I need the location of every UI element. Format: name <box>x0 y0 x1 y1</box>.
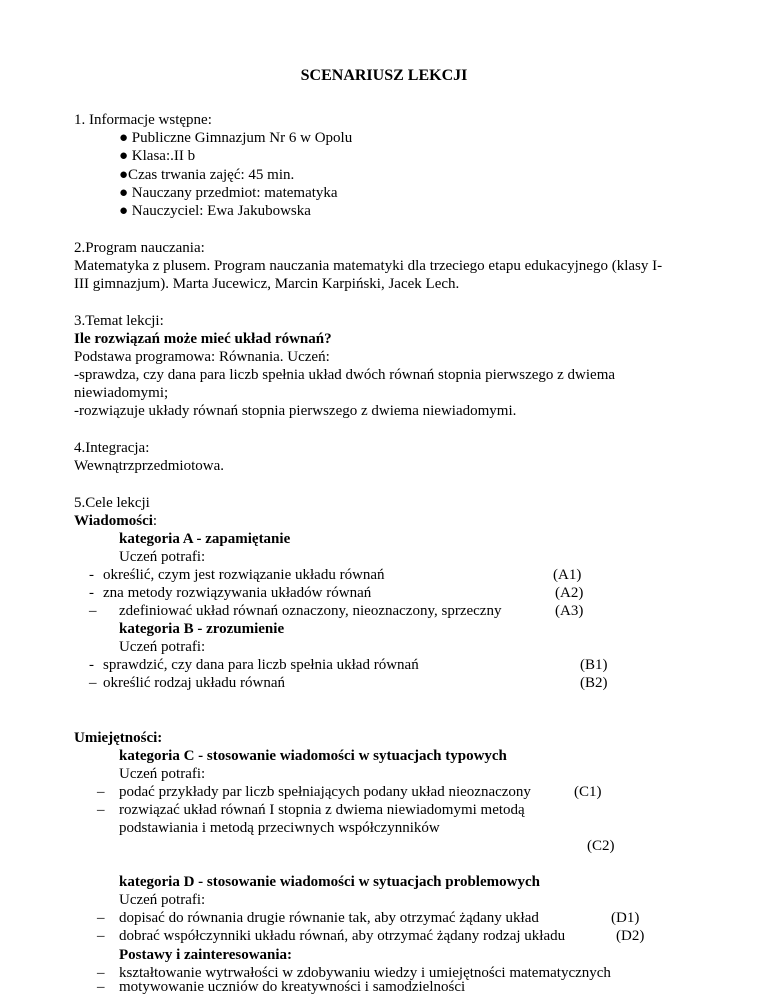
goal-c1-dash: – <box>97 784 105 800</box>
info-item-duration: ●Czas trwania zajęć: 45 min. <box>119 167 295 183</box>
integration-text: Wewnątrzprzedmiotowa. <box>74 458 224 474</box>
category-c-intro: Uczeń potrafi: <box>119 766 206 782</box>
goal-c1-code: (C1) <box>574 784 602 800</box>
document-title: SCENARIUSZ LEKCJI <box>300 67 468 84</box>
knowledge-colon: : <box>152 513 158 529</box>
goal-a3-text: zdefiniować układ równań oznaczony, nieoznaczony, sprzeczny <box>119 603 502 619</box>
skills-heading: Umiejętności: <box>74 730 163 746</box>
goal-a3-dash: – <box>89 603 97 619</box>
goal-b2-dash: – <box>89 675 97 691</box>
section-2-heading: 2.Program nauczania: <box>74 240 205 256</box>
goal-c2-code: (C2) <box>587 838 615 854</box>
goal-d2-text: dobrać współczynniki układu równań, aby otrzymać żądany rodzaj układu <box>119 928 566 944</box>
category-b-title: kategoria B - zrozumienie <box>119 621 285 637</box>
attitude-2-text: motywowanie uczniów do kreatywności i samodzielności <box>119 979 466 995</box>
section-4-heading: 4.Integracja: <box>74 440 150 456</box>
goal-a1-text: określić, czym jest rozwiązanie układu równań <box>103 567 385 583</box>
program-line-1: Matematyka z plusem. Program nauczania matematyki dla trzeciego etapu edukacyjnego (klasy I- <box>74 258 663 274</box>
goal-a2-code: (A2) <box>555 585 584 601</box>
info-item-teacher: ● Nauczyciel: Ewa Jakubowska <box>119 203 311 219</box>
section-5-heading: 5.Cele lekcji <box>74 495 150 511</box>
category-a-intro: Uczeń potrafi: <box>119 549 206 565</box>
section-3-heading: 3.Temat lekcji: <box>74 313 164 329</box>
goal-a3-code: (A3) <box>555 603 584 619</box>
goal-c1-text: podać przykłady par liczb spełniających podany układ nieoznaczony <box>119 784 531 800</box>
section-1-heading: 1. Informacje wstępne: <box>74 112 212 128</box>
attitude-1-dash: – <box>97 965 105 981</box>
goal-a2-text: zna metody rozwiązywania układów równań <box>103 585 372 601</box>
goal-b2-text: określić rodzaj układu równań <box>103 675 286 691</box>
attitude-2-dash: – <box>97 979 105 995</box>
category-d-intro: Uczeń potrafi: <box>119 892 206 908</box>
goal-b1-text: sprawdzić, czy dana para liczb spełnia układ równań <box>103 657 419 673</box>
goal-d2-dash: – <box>97 928 105 944</box>
knowledge-heading <box>74 512 157 530</box>
category-c-title: kategoria C - stosowanie wiadomości w sytuacjach typowych <box>119 748 507 764</box>
goal-c2-dash: – <box>97 802 105 818</box>
attitude-1-text: kształtowanie wytrwałości w zdobywaniu wiedzy i umiejętności matematycznych <box>119 965 611 981</box>
goal-a1-code: (A1) <box>553 567 582 583</box>
requirement-line-2: niewiadomymi; <box>74 385 169 401</box>
goal-b1-code: (B1) <box>580 657 608 673</box>
lesson-topic: Ile rozwiązań może mieć układ równań? <box>74 331 332 347</box>
category-d-title: kategoria D - stosowanie wiadomości w sytuacjach problemowych <box>119 874 540 890</box>
info-item-class: ● Klasa:.II b <box>119 148 196 164</box>
curriculum-basis: Podstawa programowa: Równania. Uczeń: <box>74 349 330 365</box>
goal-d1-text: dopisać do równania drugie równanie tak, aby otrzymać żądany układ <box>119 910 539 926</box>
goal-d2-code: (D2) <box>616 928 645 944</box>
goal-b1-dash: - <box>89 657 94 673</box>
knowledge-label: Wiadomości <box>74 513 153 529</box>
attitudes-title: Postawy i zainteresowania: <box>119 947 293 963</box>
program-line-2: III gimnazjum). Marta Jucewicz, Marcin Karpiński, Jacek Lech. <box>74 276 460 292</box>
goal-d1-dash: – <box>97 910 105 926</box>
info-item-subject: ● Nauczany przedmiot: matematyka <box>119 185 338 201</box>
requirement-line-1: -sprawdza, czy dana para liczb spełnia układ dwóch równań stopnia pierwszego z dwiema <box>74 367 616 383</box>
goal-a2-dash: - <box>89 585 94 601</box>
goal-c2-text: rozwiązać układ równań I stopnia z dwiema niewiadomymi metodą <box>119 802 525 818</box>
requirement-line-3: -rozwiązuje układy równań stopnia pierwszego z dwiema niewiadomymi. <box>74 403 517 419</box>
goal-b2-code: (B2) <box>580 675 608 691</box>
info-item-school: ● Publiczne Gimnazjum Nr 6 w Opolu <box>119 130 353 146</box>
goal-a1-dash: - <box>89 567 94 583</box>
category-a-title: kategoria A - zapamiętanie <box>119 531 291 547</box>
category-b-intro: Uczeń potrafi: <box>119 639 206 655</box>
goal-d1-code: (D1) <box>611 910 640 926</box>
goal-c2-text-cont: podstawiania i metodą przeciwnych współczynników <box>119 820 440 836</box>
